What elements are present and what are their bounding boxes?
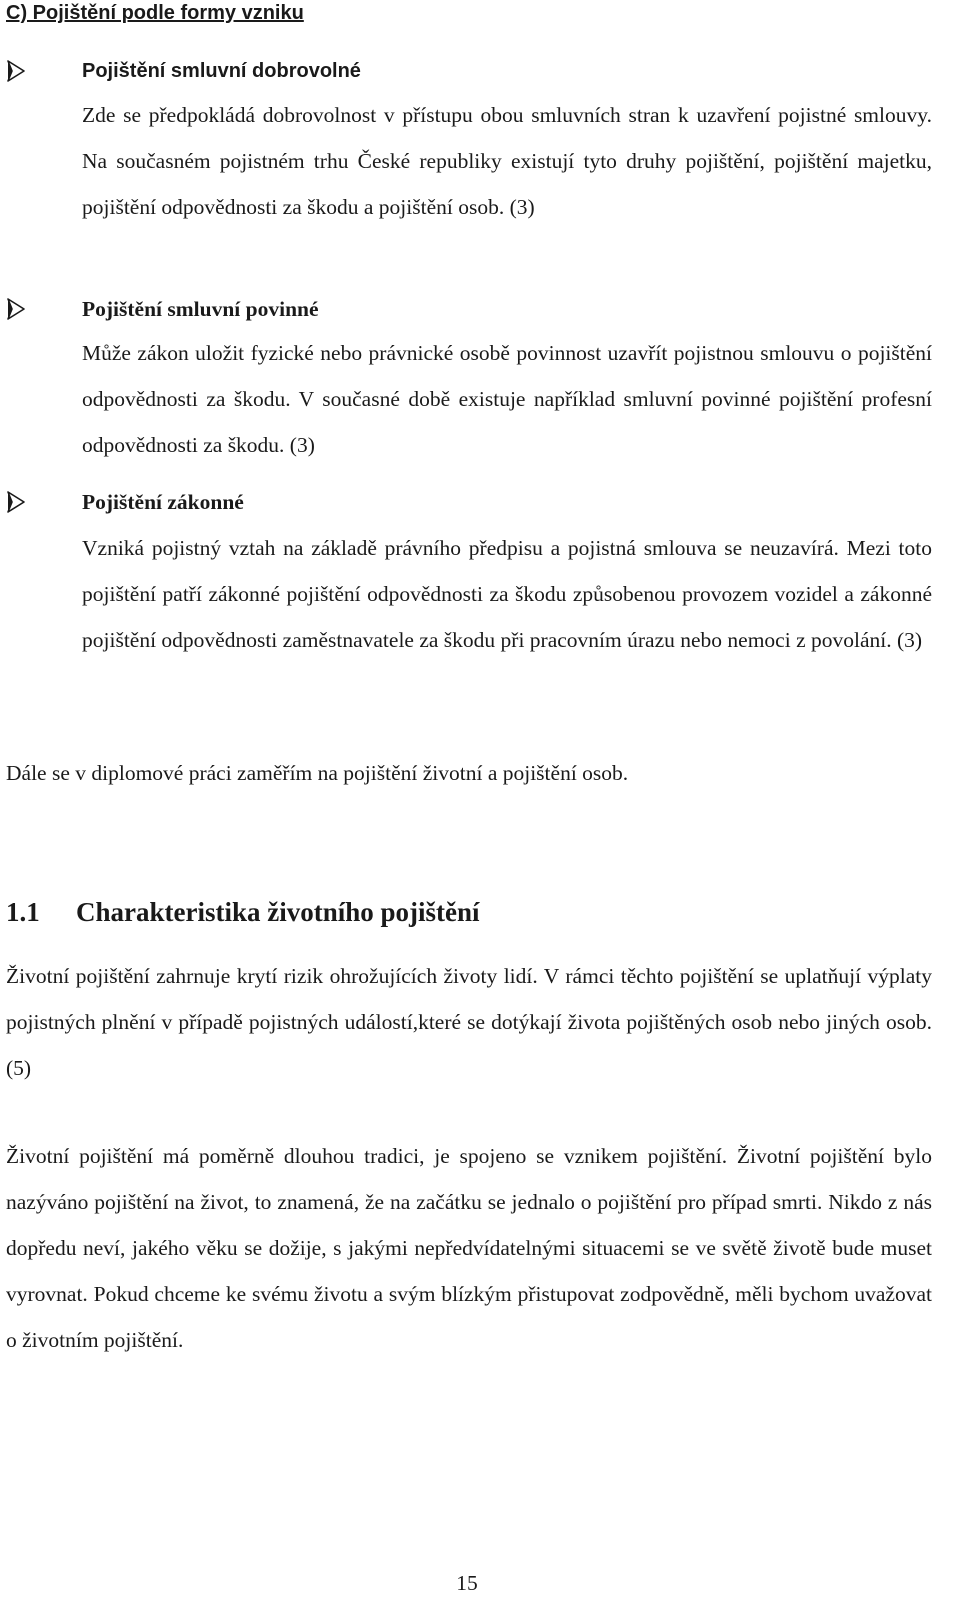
item-title: Pojištění smluvní povinné	[82, 297, 319, 321]
item-text: Vzniká pojistný vztah na základě právního předpisu a pojistná smlouva se neuzavírá. Mezi toto pojištění patří zákonné pojištění odpovědnosti za škodu způsobenou provozem vozidel a zákonné pojištění odpovědnosti zaměstnavatele za škodu při pracovním úrazu nebo nemoci z povolání. (3)	[82, 536, 932, 652]
arrow-bullet-icon	[6, 298, 28, 320]
body-paragraph: Životní pojištění zahrnuje krytí rizik ohrožujících životy lidí. V rámci těchto pojištění se uplatňují výplaty pojistných plnění v případě pojistných událostí,které se dotýkají života pojištěných osob nebo jiných osob. (5)	[6, 964, 932, 1080]
chapter-title: Charakteristika životního pojištění	[76, 897, 480, 927]
item-title: Pojištění smluvní dobrovolné	[82, 60, 361, 82]
item-text: Může zákon uložit fyzické nebo právnické osobě povinnost uzavřít pojistnou smlouvu o pojištění odpovědnosti za škodu. V současné době existuje například smluvní povinné pojištění profesní odpovědnosti za škodu. (3)	[82, 341, 932, 457]
body-paragraph: Životní pojištění má poměrně dlouhou tradici, je spojeno se vznikem pojištění. Životní pojištění bylo nazýváno pojištění na život, to znamená, že na začátku se jednalo o pojištění pro případ smrti. Nikdo z nás dopředu neví, jakého věku se dožije, s jakými nepředvídatelnými situacemi se ve světě životě bude muset vyrovnat. Pokud chceme ke svému životu a svým blízkým přistupovat zodpovědně, měli bychom uvažovat o životním pojištění.	[6, 1144, 932, 1352]
chapter-heading	[6, 892, 480, 932]
item-title: Pojištění zákonné	[82, 490, 244, 514]
chapter-number: 1.1	[6, 897, 40, 927]
page-number: 15	[456, 1571, 478, 1595]
arrow-bullet-icon	[6, 60, 28, 82]
item-text: Zde se předpokládá dobrovolnost v přístupu obou smluvních stran k uzavření pojistné smlouvy. Na současném pojistném trhu České republiky existují tyto druhy pojištění, pojištění majetku, pojištění odpovědnosti za škodu a pojištění osob. (3)	[82, 103, 932, 219]
closing-sentence: Dále se v diplomové práci zaměřím na pojištění životní a pojištění osob.	[6, 761, 629, 785]
arrow-bullet-icon	[6, 491, 28, 513]
section-heading: C) Pojištění podle formy vzniku	[6, 2, 304, 24]
